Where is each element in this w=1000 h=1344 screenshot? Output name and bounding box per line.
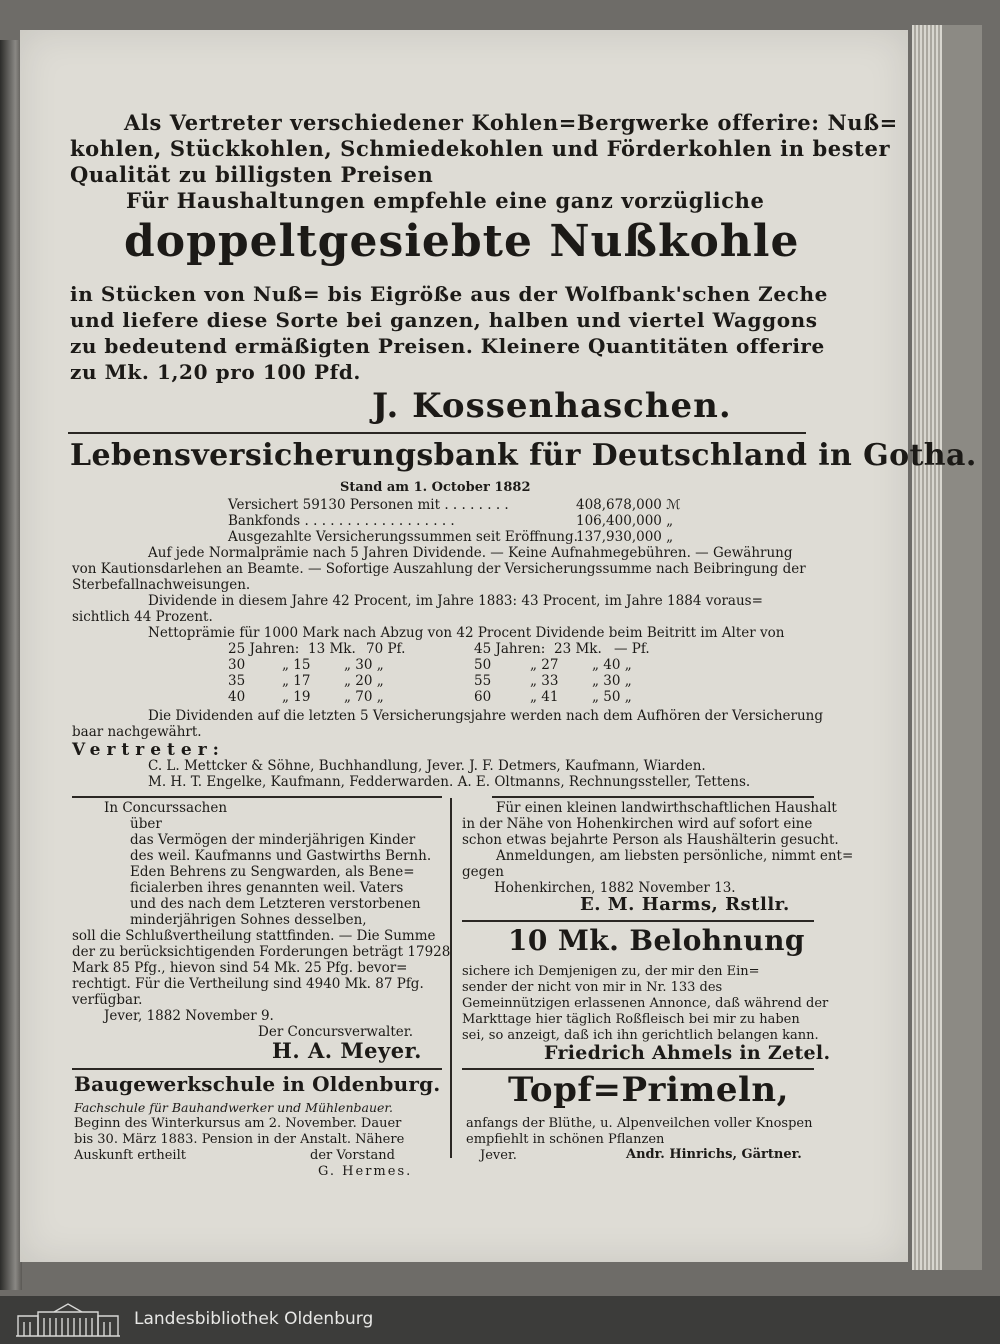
haushalt-text: schon etwas bejahrte Person als Haushälterin gesucht. [462,832,839,848]
kohlen-line-5: in Stücken von Nuß= bis Eigröße aus der Wolfbank'schen Zeche [70,282,828,306]
versicherung-row-value: 137,930,000 „ [576,529,674,545]
versicherung-stand: Stand am 1. October 1882 [340,480,531,495]
versicherung-text: Die Dividenden auf die letzten 5 Versicherungsjahre werden nach dem Aufhören der Versicherung [148,708,823,724]
kohlen-line-1: Als Vertreter verschiedener Kohlen=Bergwerke offerire: Nuß= [124,110,898,135]
concurs-text: des weil. Kaufmanns und Gastwirths Bernh. [130,848,432,864]
versicherung-text: von Kautionsdarlehen an Beamte. — Sofortige Auszahlung der Versicherungssumme nach Beibringung der [72,561,806,577]
versicherung-row-label: Bankfonds . . . . . . . . . . . . . . . . . . [228,513,455,529]
book-left-edge [0,40,22,1290]
table-cell: „ 50 „ [592,689,632,705]
haushalt-text: in der Nähe von Hohenkirchen wird auf sofort eine [462,816,813,832]
divider-rule [72,1068,442,1070]
table-cell: „ 17 [282,673,311,689]
baugewerk-text: Auskunft ertheilt [74,1148,186,1163]
versicherung-title: Lebensversicherungsbank für Deutschland in Gotha. [70,438,977,473]
book-page-stack [912,25,982,1270]
primeln-signature: Andr. Hinrichs, Gärtner. [626,1147,802,1162]
versicherung-text: Dividende in diesem Jahre 42 Procent, im Jahre 1883: 43 Procent, im Jahre 1884 voraus= [148,593,763,609]
table-cell: 23 Mk. [554,641,602,657]
baugewerk-text: der Vorstand [310,1148,395,1163]
divider-rule [492,796,814,798]
table-cell: 35 [228,673,246,689]
belohnung-text: sender der nicht von mir in Nr. 133 des [462,980,723,995]
divider-rule [72,796,442,798]
versicherung-row-value: 106,400,000 „ [576,513,674,529]
belohnung-text: sichere ich Demjenigen zu, der mir den Ein= [462,964,760,979]
haushalt-text: gegen [462,864,504,880]
versicherung-row-label: Versichert 59130 Personen mit . . . . . . . . [228,497,509,513]
haushalt-signature: E. M. Harms, Rstllr. [580,894,790,915]
primeln-headline: Topf=Primeln, [508,1070,789,1110]
vertreter-line: C. L. Mettcker & Söhne, Buchhandlung, Jever. J. F. Detmers, Kaufmann, Wiarden. [148,758,706,774]
table-cell: 30 [228,657,246,673]
versicherung-row-label: Ausgezahlte Versicherungssummen seit Eröffnung. [228,529,578,545]
concurs-role: Der Concursverwalter. [258,1024,414,1040]
table-cell: 13 Mk. [308,641,356,657]
concurs-text: Mark 85 Pfg., hievon sind 54 Mk. 25 Pfg. bevor= [72,960,408,976]
versicherung-text: baar nachgewährt. [72,724,202,740]
kohlen-line-6: und liefere diese Sorte bei ganzen, halben und viertel Waggons [70,308,818,332]
belohnung-text: Markttage hier täglich Roßfleisch bei mir zu haben [462,1012,800,1027]
primeln-text: Jever. [480,1148,517,1163]
table-cell: 45 Jahren: [474,641,546,657]
table-cell: „ 27 [530,657,559,673]
divider-rule [462,920,814,922]
concurs-text: soll die Schlußvertheilung stattfinden. — Die Summe [72,928,436,944]
table-cell: — Pf. [614,641,650,657]
concurs-text: verfügbar. [72,992,143,1008]
table-cell: 40 [228,689,246,705]
kohlen-line-8: zu Mk. 1,20 pro 100 Pfd. [70,360,361,384]
divider-rule [68,432,806,434]
table-cell: „ 40 „ [592,657,632,673]
table-cell: „ 15 [282,657,311,673]
belohnung-text: Gemeinnützigen erlassenen Annonce, daß während der [462,996,829,1011]
kohlen-signature: J. Kossenhaschen. [372,386,732,426]
table-cell: „ 30 „ [344,657,384,673]
primeln-text: empfiehlt in schönen Pflanzen [466,1132,665,1147]
kohlen-line-4: Für Haushaltungen empfehle eine ganz vorzügliche [126,188,765,213]
belohnung-signature: Friedrich Ahmels in Zetel. [544,1042,831,1064]
concurs-text: das Vermögen der minderjährigen Kinder [130,832,416,848]
baugewerk-text: bis 30. März 1883. Pension in der Anstalt. Nähere [74,1132,405,1147]
baugewerk-headline: Baugewerkschule in Oldenburg. [74,1072,441,1096]
concurs-text: minderjährigen Sohnes desselben, [130,912,367,928]
kohlen-line-3: Qualität zu billigsten Preisen [70,162,434,187]
kohlen-headline: doppeltgesiebte Nußkohle [124,216,800,267]
table-cell: 70 Pf. [366,641,406,657]
table-cell: 55 [474,673,492,689]
concurs-text: über [130,816,162,832]
concurs-text: In Concurssachen [104,800,228,816]
table-cell: 50 [474,657,492,673]
baugewerk-text: Beginn des Winterkursus am 2. November. Dauer [74,1116,402,1131]
concurs-text: und des nach dem Letzteren verstorbenen [130,896,421,912]
baugewerk-text: Fachschule für Bauhandwerker und Mühlenbauer. [74,1100,393,1115]
table-cell: „ 33 [530,673,559,689]
concurs-date: Jever, 1882 November 9. [104,1008,274,1024]
concurs-text: ficialerben ihres genannten weil. Vaters [130,880,404,896]
concurs-text: der zu berücksichtigenden Forderungen beträgt 17928 [72,944,451,960]
haushalt-date: Hohenkirchen, 1882 November 13. [494,880,736,896]
table-cell: „ 70 „ [344,689,384,705]
baugewerk-signature: G. Hermes. [318,1164,413,1179]
vertreter-label: Vertreter: [72,740,225,760]
table-cell: „ 19 [282,689,311,705]
table-cell: 60 [474,689,492,705]
concurs-signature: H. A. Meyer. [272,1038,422,1063]
belohnung-text: sei, so anzeigt, daß ich ihn gerichtlich belangen kann. [462,1028,819,1043]
concurs-text: Eden Behrens zu Sengwarden, als Bene= [130,864,415,880]
concurs-text: rechtigt. Für die Vertheilung sind 4940 Mk. 87 Pfg. [72,976,424,992]
versicherung-text: sichtlich 44 Prozent. [72,609,213,625]
vertreter-line: M. H. T. Engelke, Kaufmann, Fedderwarden. A. E. Oltmanns, Rechnungssteller, Tettens. [148,774,751,790]
table-cell: „ 30 „ [592,673,632,689]
newspaper-page [20,30,977,1262]
versicherung-text: Auf jede Normalprämie nach 5 Jahren Dividende. — Keine Aufnahmegebühren. — Gewährung [148,545,793,561]
primeln-text: anfangs der Blüthe, u. Alpenveilchen voller Knospen [466,1116,813,1131]
versicherung-text: Nettoprämie für 1000 Mark nach Abzug von 42 Procent Dividende beim Beitritt im Alter von [148,625,785,641]
library-name: Landesbibliothek Oldenburg [134,1309,374,1329]
table-cell: „ 20 „ [344,673,384,689]
kohlen-line-2: kohlen, Stückkohlen, Schmiedekohlen und Förderkohlen in bester [70,136,891,161]
versicherung-text: Sterbefallnachweisungen. [72,577,251,593]
versicherung-row-value: 408,678,000 ℳ [576,497,681,513]
premium-table [20,641,908,707]
library-footer [0,1296,1000,1344]
haushalt-text: Anmeldungen, am liebsten persönliche, nimmt ent= [496,848,854,864]
table-cell: 25 Jahren: [228,641,300,657]
column-divider [450,798,452,1158]
library-building-icon [14,1302,122,1338]
belohnung-headline: 10 Mk. Belohnung [508,924,805,957]
haushalt-text: Für einen kleinen landwirthschaftlichen Haushalt [496,800,837,816]
kohlen-line-7: zu bedeutend ermäßigten Preisen. Kleinere Quantitäten offerire [70,334,825,358]
table-cell: „ 41 [530,689,559,705]
